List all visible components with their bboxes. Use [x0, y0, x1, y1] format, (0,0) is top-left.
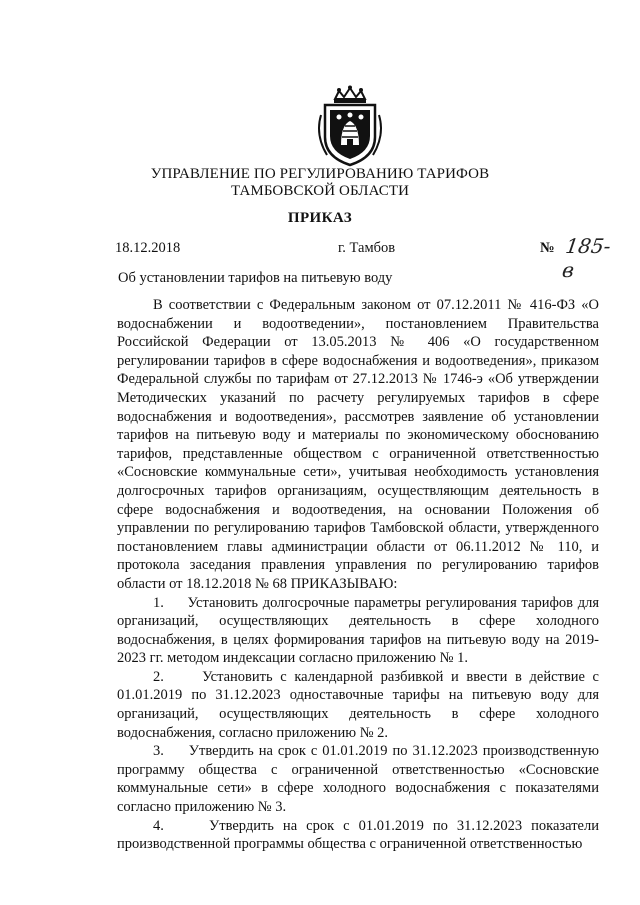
document-subject: Об установлении тарифов на питьевую воду — [118, 270, 393, 286]
authority-line-2: ТАМБОВСКОЙ ОБЛАСТИ — [230, 183, 410, 199]
document-body — [117, 296, 599, 854]
issuing-authority — [0, 166, 640, 200]
document-number-handwritten: 185-в — [560, 234, 613, 282]
order-item-3: 3. Утвердить на срок с 01.01.2019 по 31.12.2023 производственную программу общества с ограниченной ответственностью «Сосновские коммунальные сети» в сфере холодного водоснабжения с показателями согласно приложению № 3. — [117, 743, 599, 816]
coat-of-arms-emblem — [313, 85, 387, 167]
order-item-2: 2. Установить с календарной разбивкой и ввести в действие с 01.01.2019 по 31.12.2023 одноставочные тарифы на питьевую воду для организаций, осуществляющих деятельность в сфере холодного водоснабжения, согласно приложению № 2. — [117, 668, 599, 741]
document-date: 18.12.2018 — [115, 240, 181, 256]
document-type-title: ПРИКАЗ — [287, 210, 353, 226]
document-city: г. Тамбов — [338, 240, 396, 256]
authority-line-1: УПРАВЛЕНИЕ ПО РЕГУЛИРОВАНИЮ ТАРИФОВ — [150, 166, 490, 182]
preamble-paragraph: В соответствии с Федеральным законом от 07.12.2011 № 416-ФЗ «О водоснабжении и водоотведении», постановлением Правительства Российской Федерации от 13.05.2013 № 406 «О государственном регулировании тарифов в сфере водоснабжения и водоотведения», приказом Федеральной службы по тарифам от 27.12.2013 № 1746-э «Об утверждении Методических указаний по расчету регулируемых тарифов в сфере водоснабжения и водоотведения», рассмотрев заявление об установлении тарифов на питьевую воду и материалы по экономическому обоснованию тарифов, представленные обществом с ограниченной ответственностью «Сосновские коммунальные сети», учитывая необходимость установления долгосрочных тарифов организациям, осуществляющим деятельность в сфере водоснабжения и водоотведения, на основании Положения об управлении по регулированию тарифов Тамбовской области, утвержденного постановлением главы администрации области от 06.11.2012 № 110, и протокола заседания правления управления по регулированию тарифов области от 18.12.2018 № 68 ПРИКАЗЫВАЮ: — [117, 297, 599, 592]
document-number-label: № — [540, 240, 555, 256]
order-item-1: 1. Установить долгосрочные параметры регулирования тарифов для организаций, осуществляющих деятельность в сфере холодного водоснабжения, в целях формирования тарифов на питьевую воду на 2019-2023 гг. методом индексации согласно приложению № 1. — [117, 594, 599, 667]
order-item-4: 4. Утвердить на срок с 01.01.2019 по 31.12.2023 показатели производственной программы общества с ограниченной ответственностью — [117, 817, 599, 853]
